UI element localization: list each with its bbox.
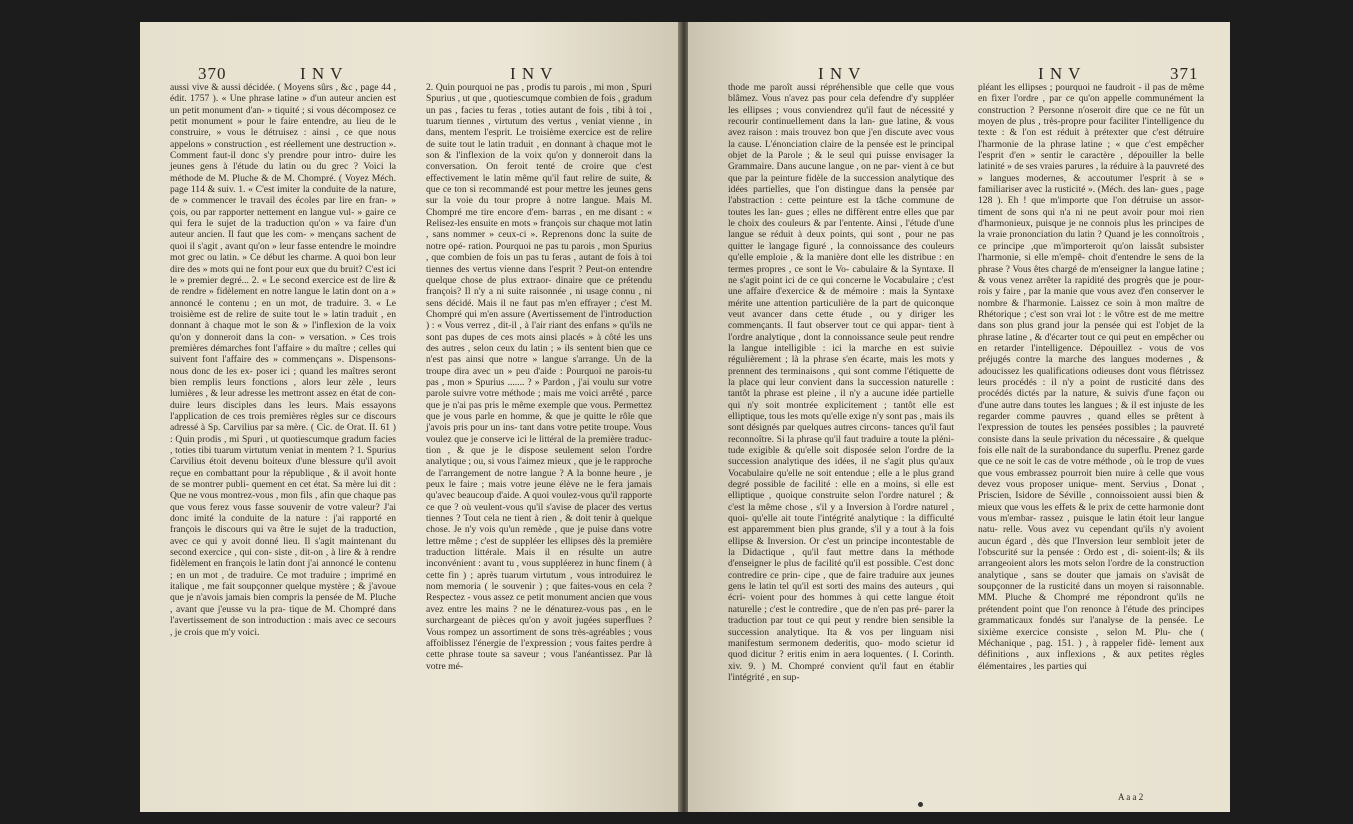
left-header-word-2: I N V: [510, 64, 554, 83]
right-page: [688, 22, 1230, 812]
left-column-1-text: aussi vive & aussi décidée. ( Moyens sûrs , &c , page 44 , édit. 1757 ). « Une phrase latine » d'un auteur ancien est un petit monument d'an- » tiquité ; si vous décomposez ce petit monument » pour le faire entendre, au lieu de le construire, » vous le détruisez : ainsi , ce que nous appelons » construction , est réellement une destruction ». Comment faut-il donc s'y prendre pour intro- duire les jeunes gens à l'étude du latin ou du grec ? Voici la méthode de M. Pluche & de M. Chompré. ( Voyez Méch. page 114 & suiv. 1. « C'est imiter la conduite de la nature, de » commencer le travail des écoles par lire en fran- » çois, ou par rapporter nettement en langue vul- » gaire ce qui fera le sujet de la traduction qu'on » va faire d'un auteur ancien. Il faut que les com- » mençans sachent de quoi il s'agit , avant qu'on » leur fasse entendre le moindre mot grec ou latin. » Ce début les charme. A quoi bon leur dire des » mots qui ne font pour eux que du bruit? C'est ici le » premier degré... 2. « Le second exercice est de lire & de rendre » fidèlement en notre langue le latin dont on a » annoncé le contenu ; en un mot, de traduire. 3. « Le troisième est de relire de suite tout le » latin traduit , en donnant à chaque mot le son & » l'inflexion de la voix qu'on y donneroit dans la con- » versation. » Ces trois premières démarches font l'affaire » du maître ; celles qui suivent font l'affaire des » commençans ». Dispensons-nous donc de les ex- poser ici ; quand les maîtres seront bien remplis leurs fonctions , alors leur zèle , leurs lumières , & leur adresse les mettront assez en état de con- duire leurs disciples dans les leurs. Mais essayons l'application de ces trois premières règles sur ce discours adressé à Sp. Carvilius par sa mère. ( Cic. de Orat. II. 61 ) : Quin prodis , mi Spuri , ut quotiescumque gradum facies , toties tibi tuarum virtutum veniat in mentem ? 1. Spurius Carvilius étoit devenu boiteux d'une blessure qu'il avoit reçue en combattant pour la république , & il avoit honte de se montrer publi- quement en cet état. Sa mère lui dit : Que ne vous montrez-vous , mon fils , afin que chaque pas que vous ferez vous fasse souvenir de votre valeur? J'ai donc imité la conduite de la nature : j'ai rapporté en françois le discours qui va être le sujet de la traduction, avec ce qui y avoit donné lieu. Il s'agit maintenant du second exercice , qui con- siste , dit-on , à lire & à rendre fidèlement en françois le latin dont j'ai annoncé le contenu ; en un mot , de traduire. Ce mot traduire ; imprimé en italique , me fait soupçonner quelque mystère ; & j'avoue que je n'avois jamais bien compris la pensée de M. Pluche , avant que j'eusse vu la pra- tique de M. Chompré dans l'avertissement de son introduction : mais avec ce secours , je crois que m'y voici.: [170, 82, 396, 638]
left-column-1: [170, 82, 396, 638]
signature-mark: A a a 2: [1118, 792, 1144, 802]
left-column-2-text: 2. Quin pourquoi ne pas , prodis tu parois , mi mon , Spuri Spurius , ut que , quotiescumque combien de fois , gradum un pas , facies tu feras , toties autant de fois , tibi à toi , tuarum tiennes , virtutum des vertus , veniat vienne , in dans, mentem l'esprit. Le troisième exercice est de relire de suite tout le latin traduit , en donnant à chaque mot le son & l'inflexion de la voix qu'on y donneroit dans la conversation. On feroit tenté de croire que c'est effectivement le latin même qu'il faut relire de suite, & que ce ton si recommandé est pour mettre les jeunes gens sur la voie du tour propre à notre langue. Mais M. Chompré me tire encore d'em- barras , en me disant : « Relisez-les ensuite en mots » françois sur chaque mot latin , sans nommer » ceux-ci ». Reprenons donc la suite de notre opé- ration. Pourquoi ne pas tu parois , mon Spurius , que combien de fois un pas tu feras , autant de fois à toi tiennes des vertus vienne dans l'esprit ? Peut-on entendre quelque chose de plus extraor- dinaire que ce prétendu françois? Il n'y a ni suite raisonnée , ni usage connu , ni sens décidé. Mais il ne faut pas m'en effrayer ; c'est M. Chompré qui m'en assure (Avertissement de l'introduction ) : « Vous verrez , dit-il , à l'air riant des enfans » qu'ils ne sont pas dupes de ces mots ainsi placés » à côté les uns des autres , selon ceux du latin ; » ils sentent bien que ce n'est pas ainsi que notre » langue s'arrange. Un de la troupe dira avec un » peu d'aide : Pourquoi ne parois-tu pas , mon » Spurius ....... ? » Pardon , j'ai voulu sur votre parole suivre votre méthode ; mais me voici arrêté , parce que je n'ai pas pris le même exemple que vous. Permettez que je vous parle en homme, & que je quitte le rôle que j'avois pris pour un ins- tant dans votre petite troupe. Vous voulez que je conserve ici le littéral de la première traduc- tion , & que je le dispose seulement selon l'ordre analytique ; ou, si vous l'aimez mieux , que je le rapproche de l'arrangement de notre langue ? A la bonne heure , je peux le faire ; mais votre jeune élève ne le fera jamais qu'avec beaucoup d'aide. A quoi voulez-vous qu'il rapporte ce que ? où veulent-vous qu'il s'avise de placer des vertus tiennes ? Tout cela ne tient à rien , & doit tenir à quelque chose. Je n'y vois qu'un remède , que je puise dans votre lettre même ; c'est de suppléer les ellipses dès la première traduction littérale. Mais il en résulte un autre inconvénient : avant tu , vous suppléerez in hunc finem ( à cette fin ) ; après tuarum virtutum , vous introduirez le nom memoria ( le souvenir ) ; que faites-vous en cela ? Respectez - vous assez ce petit monument ancien que vous avez entre les mains ? ne le dénaturez-vous pas , en le surchargeant de pièces qu'on y avoit jugées superflues ? Vous rompez un assortiment de sons très-agréables ; vous affoiblissez l'énergie de l'expression ; vous faites perdre à cette phrase toute sa saveur ; vous l'anéantissez. Par là votre mé-: [426, 82, 652, 672]
right-column-1: [728, 82, 954, 683]
right-column-1-text: thode me paroît aussi répréhensible que celle que vous blâmez. Vous n'avez pas pour cela defendre d'y suppléer les ellipses ; vous conviendrez qu'il faut de nécessité y recourir continuellement dans la lan- gue latine, & vous avez raison : mais trouvez bon que j'en discute avec vous la cause. L'énonciation claire de la pensée est le principal objet de la Parole ; & le seul qui puisse envisager la Grammaire. Dans aucune langue , on ne par- vient à ce but que par la peinture fidèle de la succession analytique des idées partielles, que l'on distingue dans la pensée par l'abstraction : cette peinture est la tâche commune de toutes les lan- gues ; elles ne diffèrent entre elles que par le choix des couleurs & par l'entente. Ainsi , l'étude d'une langue se réduit à deux points, qui sont , pour ne pas quitter le langage figuré , la connoissance des couleurs qu'elle emploie , & la manière dont elle les distribue : en termes propres , ce sont le Vo- cabulaire & la Syntaxe. Il ne s'agit point ici de ce qui concerne le Vocabulaire ; c'est une affaire d'exercice & de mémoire : mais la Syntaxe mérite une attention particulière de la part de quiconque veut avancer dans cette étude , ou y diriger les commençants. Il faut observer tout ce qui appar- tient à l'ordre analytique , dont la connoissance seule peut rendre la langue intelligible : ici la marche en est suivie régulièrement ; là la phrase s'en écarte, mais les mots y prennent des terminaisons , qui sont comme l'étiquette de la place qui leur convient dans la succession naturelle : tantôt la phrase est pleine , il n'y a aucune idée partielle qui n'y soit montrée explicitement ; tantôt elle est elliptique, tous les mots qu'elle exige n'y sont pas , mais ils sont désignés par quelques autres circons- tances qu'il faut reconnoître. Si la phrase qu'il faut traduire a toute la pléni- tude exigible & qu'elle soit disposée selon l'ordre de la succession analytique des idées, il ne s'agit plus qu'aux Vocabulaire qu'elle ne soit entendue ; elle a le plus grand degré possible de facilité : elle en a moins, si elle est elliptique , quoique construite selon l'ordre naturel ; & c'est la même chose , s'il y a Inversion à l'ordre naturel , quoi- qu'elle ait toute l'intégrité analytique : la difficulté est apparemment bien plus grande, s'il y a tout à la fois ellipse & Inversion. Or c'est un principe incontestable de la Didactique , qu'il faut mettre dans la méthode d'enseigner le plus de facilité qu'il est possible. C'est donc contredire ce prin- cipe , que de faire traduire aux jeunes gens le latin tel qu'il est sorti des mains des auteurs , qui écri- voient pour des hommes à qui cette langue étoit naturelle ; c'est le contredire , que de n'en pas pré- parer la traduction par tout ce qui peut y rendre bien sensible la succession analytique. Ita & vos per linguam nisi manifestum sermonem dederitis, quo- modo scietur id quod dicitur ? eritis enim in aera loquentes. ( I. Corinth. xiv. 9. ) M. Chompré convient qu'il faut en établir l'intégrité , en sup-: [728, 82, 954, 683]
left-page-number: 370: [198, 64, 227, 83]
right-page-number: 371: [1170, 64, 1199, 83]
left-header-word-1: I N V: [300, 64, 344, 83]
open-book: [140, 22, 1230, 812]
right-column-2: [978, 82, 1204, 672]
left-column-2: [426, 82, 652, 672]
page-dot-mark: [918, 802, 923, 807]
right-header-word-2: I N V: [1038, 64, 1082, 83]
right-column-2-text: pléant les ellipses ; pourquoi ne faudroit - il pas de même en fixer l'ordre , par ce qu'on appelle communément la construction ? Personne n'oseroit dire que ce ne fût un moyen de plus , très-propre pour faciliter l'intelligence du texte : & l'on est réduit à prétexter que c'est détruire l'harmonie de la phrase latine ; « que c'est empêcher l'esprit d'en » sentir le caractère , dépouiller la belle latinité » de ses vraies parures , la réduire à la pauvreté des » langues modernes, & accoutumer l'esprit à se » familiariser avec la rusticité ». (Méch. des lan- gues , page 128 ). Eh ! que m'importe que l'on détruise un assor- timent de sons qui n'a ni ne peut avoir pour moi rien d'harmonieux, puisque je ne connois plus les principes de la vraie prononciation du latin ? Quand je les connoîtrois , ce principe ,que m'importeroit qu'on laissât subsister l'harmonie, si elle m'empê- choit d'entendre le sens de la phrase ? Vous êtes chargé de m'enseigner la langue latine ; & vous venez arrêter la rapidité des progrès que je pour- rois y faire , par la manie que vous avez d'en conserver le nombre & l'harmonie. Laissez ce soin à mon maître de Rhétorique ; c'est son vrai lot : le vôtre est de me mettre dans son plus grand jour la pensée qui est l'objet de la phrase latine , & d'écarter tout ce qui peut en empêcher ou en retarder l'intelligence. Dépouillez - vous de vos préjugés contre la marche des langues modernes , & adoucissez les qualifications odieuses dont vous flétrissez leurs procédés : il n'y a point de rusticité dans des procédés dictés par la nature, & suivis d'une façon ou d'une autre dans toutes les langues ; & il est injuste de les regarder comme pauvres , quand elles se prêtent à l'expression de toutes les pensées possibles ; la pauvreté consiste dans la seule privation du nécessaire , & quelque fois elle naît de la surabondance du superflu. Prenez garde que ce ne soit le cas de votre méthode , où le trop de vues que vous embrassez pourroit bien nuire à celle que vous devez vous proposer unique- ment. Servius , Donat , Priscien, Isidore de Séville , connoissoient aussi bien & mieux que vous les effets & le prix de cette harmonie dont vous m'embar- rassez , puisque le latin étoit leur langue natu- relle. Vous avez vu cependant qu'ils n'y avoient aucun égard , dès que l'Inversion leur sembloit jeter de l'obscurité sur la pensée : Ordo est , di- soient-ils; & ils arrangeoient alors les mots selon l'ordre de la construction analytique , sans se douter que jamais on s'avisât de soupçonner de la rusticité dans un moyen si raisonnable. MM. Pluche & Chompré me répondront qu'ils ne prétendent point que l'on renonce à l'étude des principes grammaticaux fondés sur l'analyse de la pensée. Le sixième exercice consiste , selon M. Plu- che ( Méchanique , pag. 151. ) , à rappeler fidè- lement aux définitions , aux inflexions , & aux petites règles élémentaires , les parties qui: [978, 82, 1204, 672]
right-header-word-1: I N V: [818, 64, 862, 83]
left-page: [140, 22, 680, 812]
